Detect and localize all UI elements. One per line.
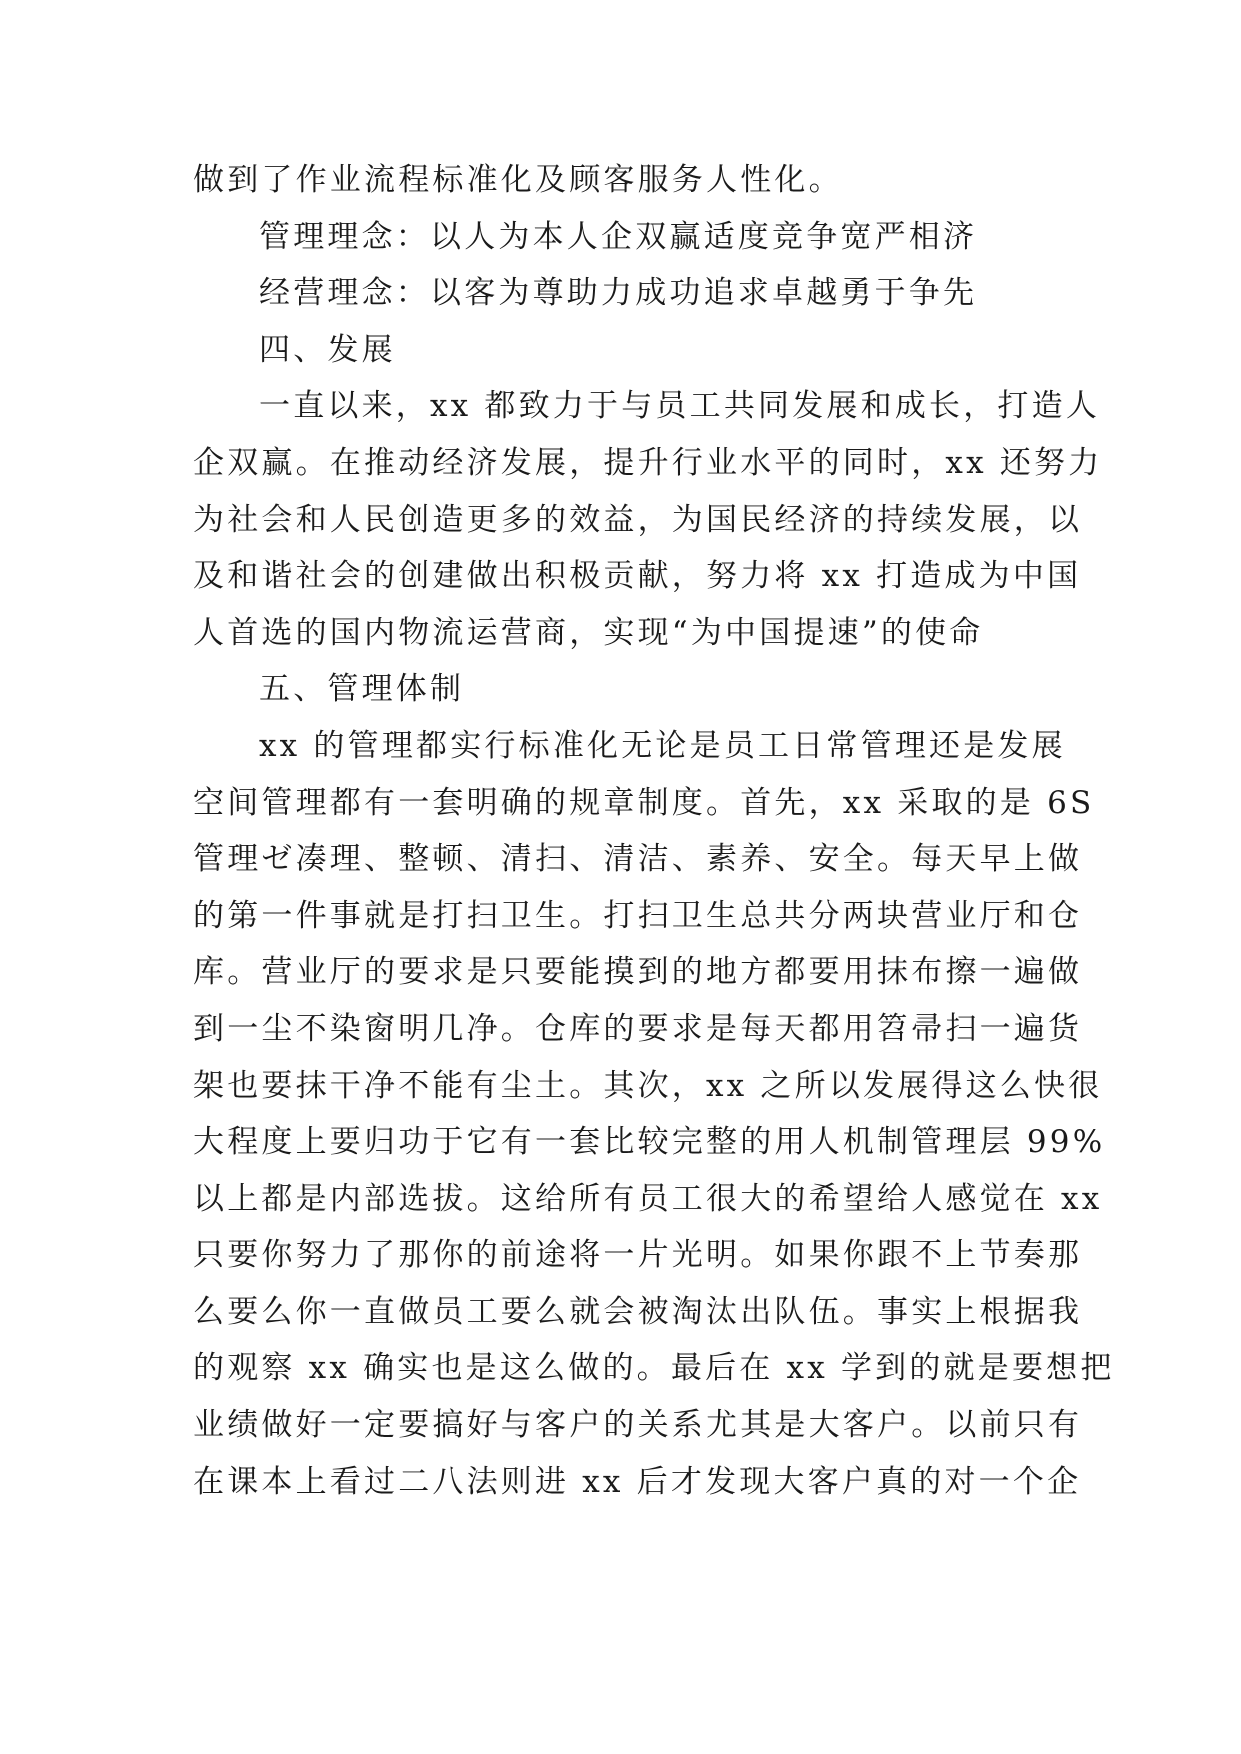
text-line: 的第一件事就是打扫卫生。打扫卫生总共分两块营业厅和仓 xyxy=(193,897,1083,934)
management-philosophy-line: 管理理念：以人为本人企双赢适度竞争宽严相济 xyxy=(259,218,978,255)
text-line: 企双赢。在推动经济发展，提升行业水平的同时，xx 还努力 xyxy=(193,444,1103,481)
section-heading-management-system: 五、管理体制 xyxy=(259,671,465,708)
text-line: 空间管理都有一套明确的规章制度。首先，xx 采取的是 6S xyxy=(193,784,1095,821)
text-line: 大程度上要归功于它有一套比较完整的用人机制管理层 99% xyxy=(193,1124,1106,1161)
text-line: 人首选的国内物流运营商，实现“为中国提速”的使命 xyxy=(193,614,984,651)
text-line: 的观察 xx 确实也是这么做的。最后在 xx 学到的就是要想把 xyxy=(193,1350,1115,1387)
document-body xyxy=(193,152,1115,1510)
text-line: 业绩做好一定要搞好与客户的关系尤其是大客户。以前只有 xyxy=(193,1407,1083,1444)
business-philosophy-line: 经营理念：以客为尊助力成功追求卓越勇于争先 xyxy=(259,275,978,312)
text-line: 做到了作业流程标准化及顾客服务人性化。 xyxy=(193,162,843,198)
text-line: 在课本上看过二八法则进 xx 后才发现大客户真的对一个企 xyxy=(193,1463,1082,1500)
text-line: 及和谐社会的创建做出积极贡献，努力将 xx 打造成为中国 xyxy=(193,558,1082,595)
text-line: 架也要抹干净不能有尘土。其次，xx 之所以发展得这么快很 xyxy=(193,1067,1103,1104)
text-line: 库。营业厅的要求是只要能摸到的地方都要用抹布擦一遍做 xyxy=(193,954,1083,991)
text-line: 以上都是内部选拔。这给所有员工很大的希望给人感觉在 xx xyxy=(193,1180,1103,1217)
text-line: 一直以来，xx 都致力于与员工共同发展和成长，打造人 xyxy=(259,388,1101,425)
text-line: 管理ゼ凑理、整顿、清扫、清洁、素养、安全。每天早上做 xyxy=(193,841,1083,878)
text-line: 么要么你一直做员工要么就会被淘汰出队伍。事实上根据我 xyxy=(193,1293,1083,1330)
section-heading-development: 四、发展 xyxy=(259,331,396,368)
text-line: 只要你努力了那你的前途将一片光明。如果你跟不上节奏那 xyxy=(193,1237,1083,1274)
text-line: 到一尘不染窗明几净。仓库的要求是每天都用笤帚扫一遍货 xyxy=(193,1010,1083,1047)
text-line: 为社会和人民创造更多的效益，为国民经济的持续发展，以 xyxy=(193,501,1083,538)
text-line: xx 的管理都实行标准化无论是员工日常管理还是发展 xyxy=(259,727,1066,764)
